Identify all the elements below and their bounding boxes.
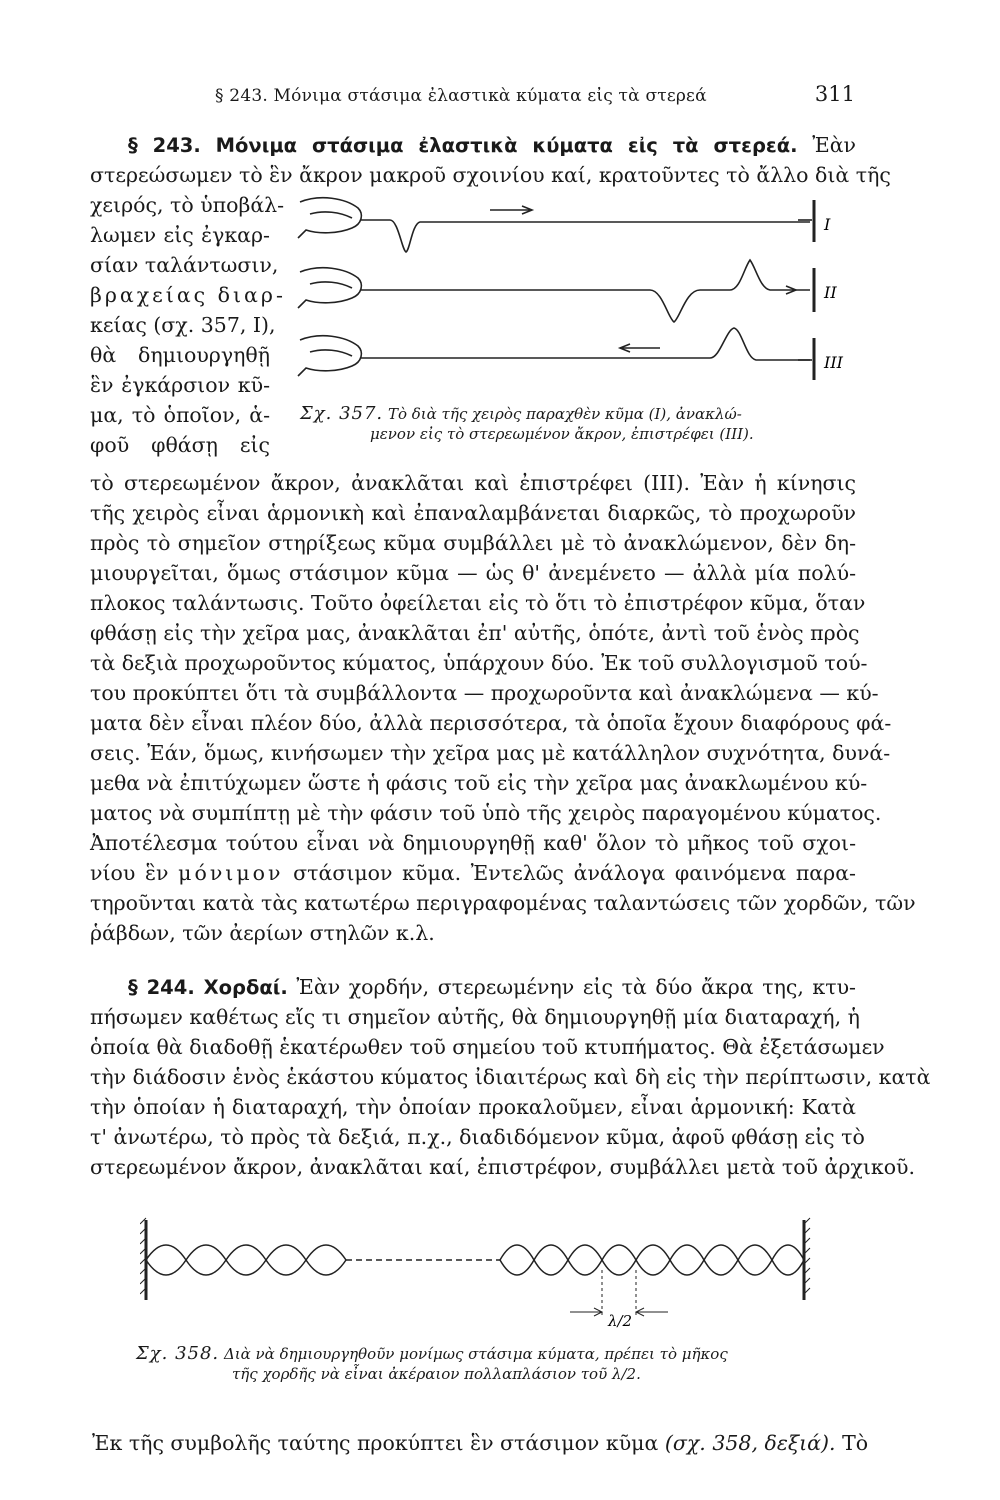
section-243-text-line: ματος νὰ συμπίπτῃ μὲ τὴν φάσιν τοῦ ὑπὸ τῆς χειρὸς παραγομένου κύματος. [90,801,882,825]
figure-357-drawing [290,190,850,390]
label-I: I [824,215,831,234]
page-header [215,84,855,116]
figure-357 [290,190,850,390]
figure-358-caption-line-2: τῆς χορδῆς νὰ εἶναι ἀκέραιον πολλαπλάσιον τοῦ λ/2. [232,1365,641,1383]
closing-text: Ἐκ τῆς συμβολῆς ταύτης προκύπτει ἓν στάσιμον κῦμα [92,1431,659,1455]
section-243-text-line: μεθα νὰ ἐπιτύχωμεν ὥστε ἡ φάσις τοῦ εἰς τὴν χεῖρα μας ἀνακλωμένου κύ- [90,771,868,795]
section-243-last-line: ῥάβδων, τῶν ἀερίων στηλῶν κ.λ. [90,921,435,945]
closing-tail: Τὸ [842,1431,869,1455]
wrap-line: ἓν ἐγκάρσιον κῦ- [90,373,270,397]
monimon-post: στάσιμον κῦμα. Ἐντελῶς ἀνάλογα φαινόμενα παρα- [293,861,856,885]
label-II: II [824,283,837,302]
section-244-text-line: τὴν ὁποίαν ἡ διαταραχή, τὴν ὁποίαν προκαλοῦμεν, εἶναι ἁρμονική: Κατὰ [90,1095,856,1119]
section-243-text-line: πρὸς τὸ σημεῖον στηρίξεως κῦμα συμβάλλει μὲ τὸ ἀνακλώμενον, δὲν δη- [90,531,856,555]
label-III: III [824,353,843,372]
section-244-heading: § 244. Χορδαί. [128,976,288,999]
section-243-text-line: σεις. Ἐάν, ὅμως, κινήσωμεν τὴν χεῖρα μας μὲ κατάλληλον συχνότητα, δυνά- [90,741,891,765]
section-244-line-1 [128,972,856,1003]
running-title: § 243. Μόνιμα στάσιμα ἐλαστικὰ κύματα εἰς τὰ στερεά [215,86,707,106]
section-244-last-line: στερεωμένον ἄκρον, ἀνακλᾶται καί, ἐπιστρέφον, συμβάλλει μετὰ τοῦ ἀρχικοῦ. [90,1155,916,1179]
wrap-line: μα, τὸ ὁποῖον, ἁ- [90,403,270,427]
section-243-text-line: φθάσῃ εἰς τὴν χεῖρα μας, ἀνακλᾶται ἐπ' αὐτῆς, ὁπότε, ἀντὶ τοῦ ἑνὸς πρὸς [90,621,860,645]
section-243-monimon-line [90,858,856,888]
section-244-text-line: τὴν διάδοσιν ἑνὸς ἑκάστου κύματος ἰδιαιτέρως καὶ δὴ εἰς τὴν περίπτωσιν, κατὰ [90,1065,931,1089]
wrap-line: κείας (σχ. 357, I), [90,313,276,337]
section-243-text-line: του προκύπτει ὅτι τὰ συμβάλλοντα — προχωροῦντα καὶ ἀνακλώμενα — κύ- [90,681,879,705]
closing-line [92,1428,869,1458]
figure-358-caption-line-1: Διὰ νὰ δημιουργηθοῦν μονίμως στάσιμα κύματα, πρέπει τὸ μῆκος [223,1345,728,1363]
figure-357-caption-line-2: μενον εἰς τὸ στερεωμένον ἄκρον, ἐπιστρέφει (III). [370,425,754,443]
section-243-text-line: Ἀποτέλεσμα τούτου εἶναι νὰ δημιουργηθῇ καθ' ὅλον τὸ μῆκος τοῦ σχοι- [90,831,856,855]
rope-line-2 [360,260,810,322]
wrap-line: σίαν ταλάντωσιν, [90,253,279,277]
standing-wave-left-upper [146,1245,346,1260]
section-243-line-1 [128,130,856,161]
section-243-text-line: πλοκος ταλάντωσις. Τοῦτο ὀφείλεται εἰς τὸ ὅτι τὸ ἐπιστρέφον κῦμα, ὅταν [90,591,866,615]
wrap-line: λωμεν εἰς ἐγκαρ- [90,223,270,247]
closing-ref: (σχ. 358, δεξιά). [664,1431,836,1455]
figure-358-label: Σχ. 358. [136,1343,220,1364]
page-number: 311 [814,82,855,106]
half-wavelength-label: λ/2 [608,1312,633,1330]
figure-357-caption [300,404,742,424]
section-243-text-line: μιουργεῖται, ὅμως στάσιμον κῦμα — ὡς θ' ἀνεμένετο — ἀλλὰ μία πολύ- [90,561,856,585]
figure-357-label: Σχ. 357. [300,403,384,424]
figure-358 [140,1200,820,1330]
standing-wave-left-lower [146,1260,346,1275]
section-243-text-line: τὰ δεξιὰ προχωροῦντος κύματος, ὑπάρχουν δύο. Ἐκ τοῦ συλλογισμοῦ τού- [90,651,868,675]
standing-wave-right-lower [500,1260,804,1275]
figure-357-caption-line-1: Τὸ διὰ τῆς χειρὸς παραχθὲν κῦμα (I), ἀνακλώ- [387,405,742,423]
section-244-text-line: πήσωμεν καθέτως εἴς τι σημεῖον αὐτῆς, θὰ δημιουργηθῇ μία διαταραχή, ἡ [90,1005,860,1029]
figure-358-drawing [140,1200,820,1330]
wrap-line: θὰ δημιουργηθῇ [90,343,270,367]
section-243-heading: § 243. Μόνιμα στάσιμα ἐλαστικὰ κύματα εἰς τὰ στερεά. [128,134,798,157]
monimon-spaced: μόνιμον [178,861,284,885]
section-243-text-line: ματα δὲν εἶναι πλέον δύο, ἀλλὰ περισσότερα, τὰ ὁποῖα ἔχουν διαφόρους φά- [90,711,892,735]
rope-line-1 [360,220,810,252]
rope-line-3 [360,328,810,360]
section-243-line-2: στερεώσωμεν τὸ ἓν ἄκρον μακροῦ σχοινίου καί, κρατοῦντες τὸ ἄλλο διὰ τῆς [90,163,891,187]
standing-wave-right-upper [500,1245,804,1260]
wrap-line: χειρός, τὸ ὑποβάλ- [90,193,285,217]
figure-358-caption [136,1344,728,1364]
section-244-text-line: ὁποία θὰ διαδοθῇ ἑκατέρωθεν τοῦ σημείου τοῦ κτυπήματος. Θὰ ἐξετάσωμεν [90,1035,885,1059]
section-243-text-line: τῆς χειρὸς εἶναι ἁρμονικὴ καὶ ἐπαναλαμβάνεται διαρκῶς, τὸ προχωροῦν [90,501,856,525]
monimon-pre: νίου ἓν [90,861,169,885]
section-243-text-line: τὸ στερεωμένον ἄκρον, ἀνακλᾶται καὶ ἐπιστρέφει (III). Ἐὰν ἡ κίνησις [90,471,856,495]
section-244-line-1-rest: Ἐὰν χορδήν, στερεωμένην εἰς τὰ δύο ἄκρα της, κτυ- [296,975,856,999]
section-243-line-1-rest: Ἐὰν [812,133,856,157]
wrap-line: φοῦ φθάσῃ εἰς [90,433,270,457]
wrap-line: βραχείας διαρ- [90,283,286,307]
section-244-text-line: τ' ἀνωτέρω, τὸ πρὸς τὰ δεξιά, π.χ., διαδιδόμενον κῦμα, ἀφοῦ φθάσῃ εἰς τὸ [90,1125,865,1149]
section-243-text-line: τηροῦνται κατὰ τὰς κατωτέρω περιγραφομένας ταλαντώσεις τῶν χορδῶν, τῶν [90,891,916,915]
